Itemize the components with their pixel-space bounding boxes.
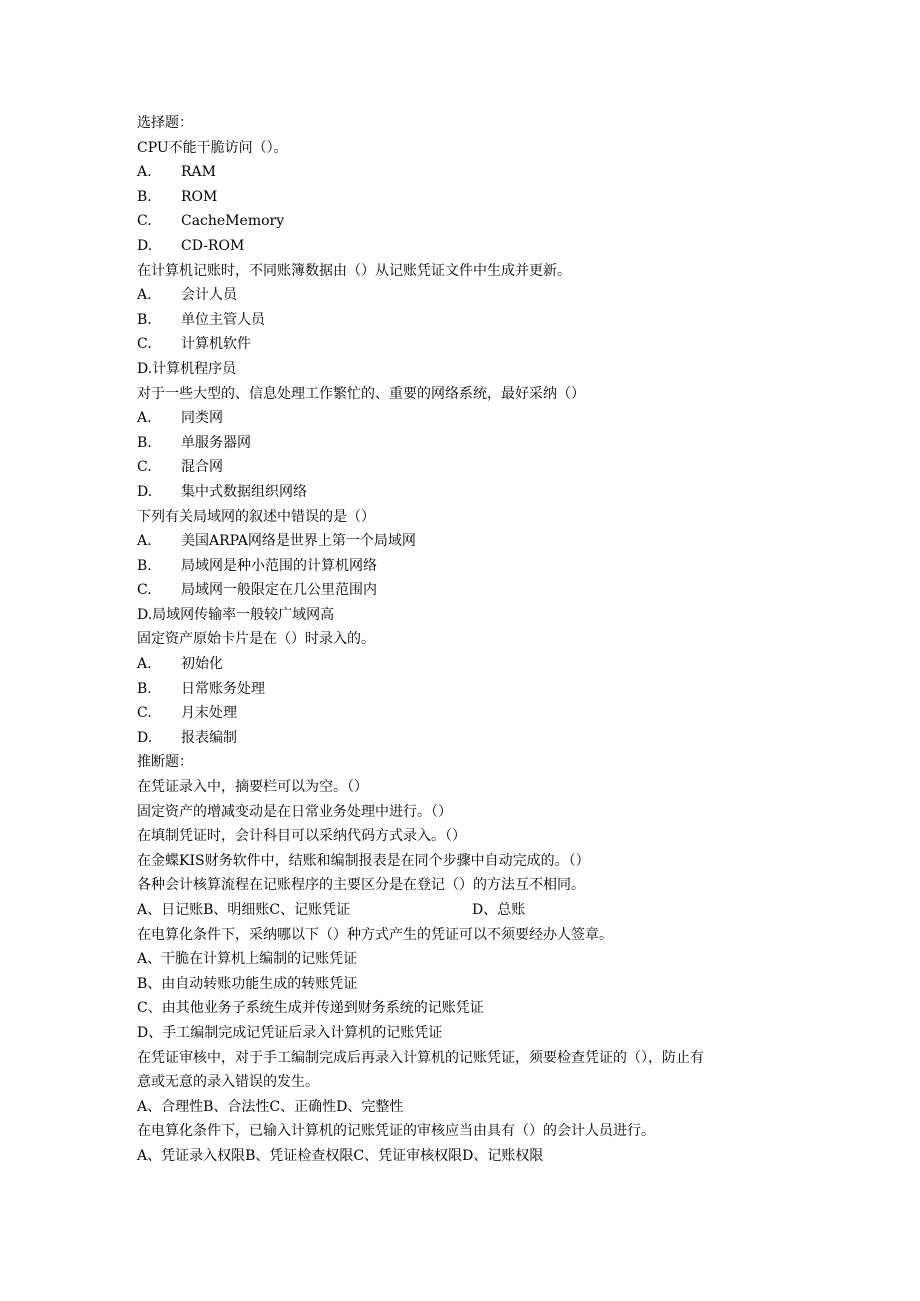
option-text: 报表编制 bbox=[181, 729, 237, 746]
text-line: 各种会计核算流程在记账程序的主要区分是在登记（）的方法互不相同。 bbox=[137, 877, 585, 894]
option-text: 会计人员 bbox=[181, 287, 237, 304]
text-line: 在电算化条件下，采纳哪以下（）种方式产生的凭证可以不须要经办人签章。 bbox=[137, 926, 613, 943]
option-text: 初始化 bbox=[181, 656, 223, 673]
text-line: 下列有关局域网的叙述中错误的是（） bbox=[137, 508, 375, 525]
option-text: RAM bbox=[181, 164, 216, 181]
option-label: D. bbox=[137, 237, 153, 254]
option-line bbox=[137, 209, 787, 234]
text-line: D.计算机程序员 bbox=[137, 360, 237, 377]
option-label: A. bbox=[137, 287, 152, 304]
option-line bbox=[137, 554, 787, 579]
option-text: ROM bbox=[181, 188, 218, 205]
option-line bbox=[137, 480, 787, 505]
text-line: CPU不能干脆访问（）。 bbox=[137, 139, 288, 156]
option-line bbox=[137, 160, 787, 185]
text-line: B、由自动转账功能生成的转账凭证 bbox=[137, 975, 358, 992]
option-label: C. bbox=[137, 213, 152, 230]
text-line: 在凭证审核中，对于手工编制完成后再录入计算机的记账凭证，须要检查凭证的（），防止有 bbox=[137, 1049, 704, 1066]
option-line bbox=[137, 701, 787, 726]
option-text: 美国ARPA网络是世界上第一个局域网 bbox=[181, 533, 416, 550]
option-label: A. bbox=[137, 410, 152, 427]
option-line bbox=[137, 529, 787, 554]
option-text: 局域网一般限定在几公里范围内 bbox=[181, 582, 377, 599]
option-line bbox=[137, 406, 787, 431]
option-label: D. bbox=[137, 483, 153, 500]
option-line bbox=[137, 677, 787, 702]
option-line bbox=[137, 455, 787, 480]
option-line bbox=[137, 431, 787, 456]
option-label: B. bbox=[137, 557, 152, 574]
option-label: B. bbox=[137, 680, 152, 697]
text-line: A、干脆在计算机上编制的记账凭证 bbox=[137, 951, 358, 968]
option-label: B. bbox=[137, 188, 152, 205]
option-text: A、日记账B、明细账C、记账凭证 bbox=[137, 902, 351, 918]
text-line: 在电算化条件下，已输入计算机的记账凭证的审核应当由具有（）的会计人员进行。 bbox=[137, 1123, 655, 1140]
option-text: 集中式数据组织网络 bbox=[181, 483, 307, 500]
text-line: C、由其他业务子系统生成并传递到财务系统的记账凭证 bbox=[137, 1000, 484, 1017]
option-text: D、总账 bbox=[472, 902, 526, 918]
option-label: C. bbox=[137, 582, 152, 599]
option-text: 月末处理 bbox=[181, 705, 237, 722]
document-body bbox=[137, 111, 787, 1169]
option-line bbox=[137, 578, 787, 603]
text-line: 对于一些大型的、信息处理工作繁忙的、重要的网络系统，最好采纳（） bbox=[137, 385, 585, 402]
option-text: CacheMemory bbox=[181, 213, 285, 230]
text-line: 固定资产原始卡片是在（）时录入的。 bbox=[137, 631, 375, 648]
text-line: 在计算机记账时，不同账簿数据由（）从记账凭证文件中生成并更新。 bbox=[137, 262, 571, 279]
option-text: 单服务器网 bbox=[181, 434, 251, 451]
option-line bbox=[137, 332, 787, 357]
text-line: 选择题： bbox=[137, 115, 193, 131]
text-line: D.局域网传输率一般较广域网高 bbox=[137, 606, 335, 623]
option-label: C. bbox=[137, 459, 152, 476]
option-label: A. bbox=[137, 533, 152, 550]
option-text: 日常账务处理 bbox=[181, 680, 265, 697]
option-text: 单位主管人员 bbox=[181, 311, 265, 328]
option-line bbox=[137, 308, 787, 333]
text-line: 固定资产的增减变动是在日常业务处理中进行。（） bbox=[137, 803, 452, 820]
option-text: CD-ROM bbox=[181, 237, 245, 254]
option-label: D. bbox=[137, 729, 153, 746]
text-line: 意或无意的录入错误的发生。 bbox=[137, 1074, 319, 1091]
text-line: A、凭证录入权限B、凭证检查权限C、凭证审核权限D、记账权限 bbox=[137, 1147, 544, 1164]
option-label: C. bbox=[137, 705, 152, 722]
option-line bbox=[137, 898, 787, 923]
option-text: 计算机软件 bbox=[181, 336, 251, 353]
option-line bbox=[137, 185, 787, 210]
option-label: A. bbox=[137, 164, 152, 181]
text-line: 在金蝶KIS财务软件中，结账和编制报表是在同个步骤中自动完成的。（） bbox=[137, 852, 590, 869]
option-text: 混合网 bbox=[181, 459, 223, 476]
option-line bbox=[137, 652, 787, 677]
text-line: 在凭证录入中，摘要栏可以为空。（） bbox=[137, 779, 368, 796]
option-label: B. bbox=[137, 434, 152, 451]
option-label: B. bbox=[137, 311, 152, 328]
text-line: D、手工编制完成记凭证后录入计算机的记账凭证 bbox=[137, 1024, 443, 1041]
option-label: C. bbox=[137, 336, 152, 353]
option-line bbox=[137, 726, 787, 751]
option-line bbox=[137, 234, 787, 259]
option-line bbox=[137, 283, 787, 308]
option-text: 局域网是种小范围的计算机网络 bbox=[181, 557, 377, 574]
option-text: 同类网 bbox=[181, 410, 223, 427]
option-label: A. bbox=[137, 656, 152, 673]
text-line: A、合理性B、合法性C、正确性D、完整性 bbox=[137, 1098, 404, 1115]
text-line: 推断题： bbox=[137, 754, 193, 771]
text-line: 在填制凭证时，会计科目可以采纳代码方式录入。（） bbox=[137, 828, 466, 845]
